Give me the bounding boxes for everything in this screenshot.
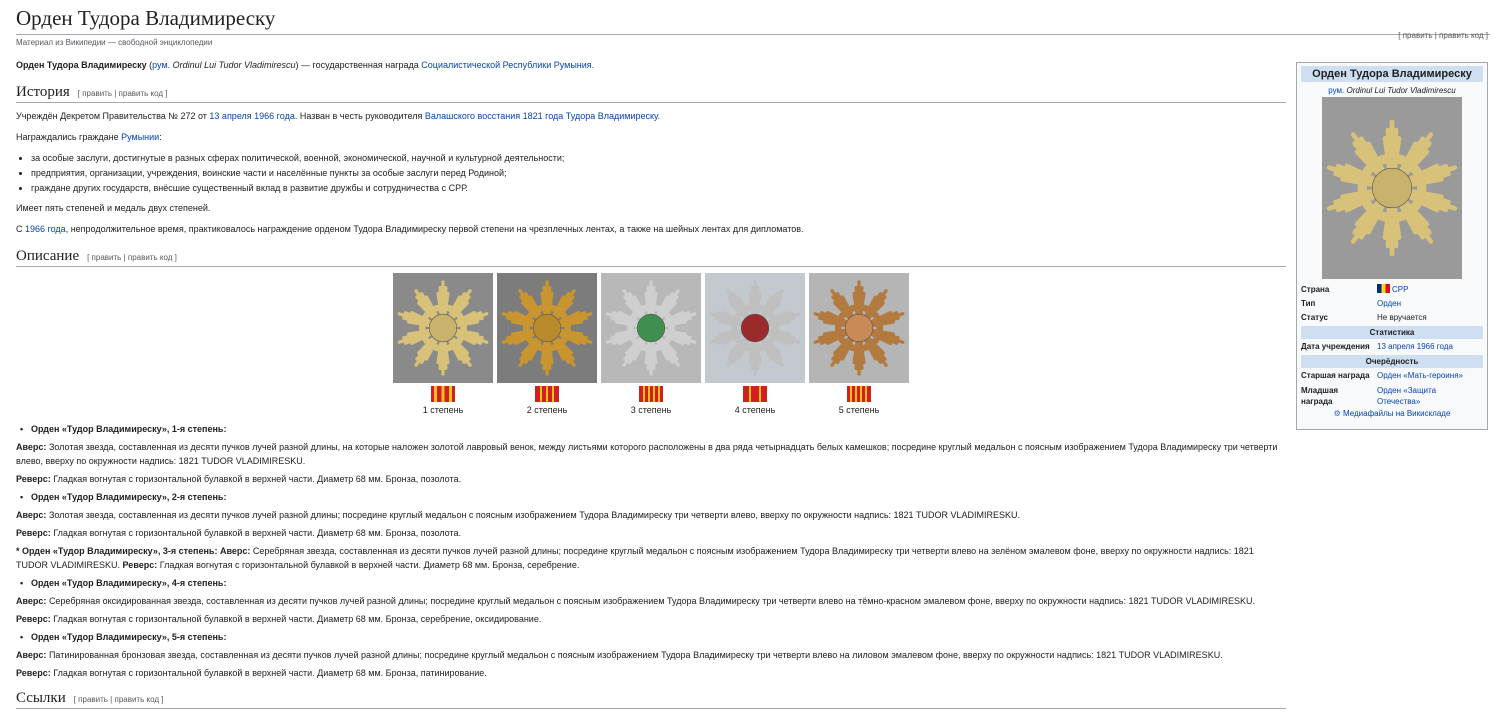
gallery-caption: 4 степень xyxy=(734,405,776,415)
avers-text: Аверс: Патинированная бронзовая звезда, составленная из десяти пучков лучей разной длины; посредине круглый медальон с поясным изображением Тудора Владимиреску три четверти влево на лиловом эмалевом фоне, вверху по окружности надпись: 1821 TUDOR VLADIMIRESKU. xyxy=(16,650,1223,660)
infobox-row-status: Статус Не вручается xyxy=(1301,313,1427,322)
revers-text: Реверс: Гладкая вогнутая с горизонтальной булавкой в верхней части. Диаметр 68 мм. Бронза, позолота. xyxy=(16,474,462,484)
awardees-list xyxy=(16,151,1286,196)
degree-title: • Орден «Тудор Владимиреску», 2-я степень: xyxy=(16,490,1286,504)
date-link[interactable]: 13 апреля 1966 года xyxy=(209,111,295,121)
gallery-item[interactable] xyxy=(601,273,701,416)
list-item: • граждане других государств, внёсшие существенный вклад в развитие дружбы и сотрудничества с СРР. xyxy=(31,181,1286,196)
commons-link[interactable]: Медиафайлы на Викискладе xyxy=(1342,409,1451,418)
infobox-row-senior: Старшая награда Орден «Мать-героиня» xyxy=(1297,369,1487,383)
revers-text: Реверс: Гладкая вогнутая с горизонтальной булавкой в верхней части. Диаметр 68 мм. Бронза, позолота. xyxy=(16,528,462,538)
srr-link[interactable]: Социалистической Республики Румыния. xyxy=(421,60,595,70)
order-star-image[interactable] xyxy=(809,273,909,383)
ribbon-icon xyxy=(743,386,767,402)
links-edit-links[interactable]: [ править | править код ] xyxy=(73,695,164,704)
degree-title: • Орден «Тудор Владимиреску», 1-я степень: xyxy=(16,422,1286,436)
revers-text: Реверс: Гладкая вогнутая с горизонтальной булавкой в верхней части. Диаметр 68 мм. Бронза, патинирование. xyxy=(16,668,487,678)
uprising-link[interactable]: Валашского восстания 1821 года Тудора Владимиреску. xyxy=(424,111,661,121)
infobox-row-junior: Младшая награда Орден «Защита Отечества» xyxy=(1297,385,1487,407)
country-link[interactable]: СРР xyxy=(1392,285,1409,294)
intro-text: — государственная награда xyxy=(301,60,419,70)
intro-paragraph: Орден Тудора Владимиреску (рум. Ordinul Lui Tudor Vladimirescu) — государственная награда Социалистической Республики Румыния. xyxy=(16,60,595,70)
infobox-row-country: Страна СРР xyxy=(1301,285,1409,294)
senior-award-link[interactable]: Орден «Мать-героиня» xyxy=(1377,371,1463,380)
degree-title: • Орден «Тудор Владимиреску», 4-я степень: xyxy=(16,576,1286,590)
gallery-item[interactable] xyxy=(497,273,597,416)
degree-descriptions xyxy=(16,422,1286,680)
top-edit-links[interactable]: [ править | править код ] xyxy=(1398,31,1488,40)
list-item: • за особые заслуги, достигнутые в разных сферах политической, военной, экономической, научной и культурной деятельности; xyxy=(31,151,1286,166)
junior-award-link[interactable]: Орден «Защита Отечества» xyxy=(1377,386,1437,406)
romania-flag-icon xyxy=(1377,284,1390,293)
description-heading: Описание [ править | править код ] xyxy=(16,248,1286,267)
commons-icon: ⚙ xyxy=(1333,409,1341,418)
infobox-order-image[interactable] xyxy=(1322,97,1462,279)
gallery-caption: 2 степень xyxy=(526,405,568,415)
page-title: Орден Тудора Владимиреску xyxy=(16,6,1490,35)
intro-rum-name: Ordinul Lui Tudor Vladimirescu xyxy=(172,60,296,70)
infobox-subtitle: рум. Ordinul Lui Tudor Vladimirescu xyxy=(1328,86,1456,95)
avers-text: Аверс: Золотая звезда, составленная из десяти пучков лучей разной длины; посредине круглый медальон с поясным изображением Тудора Владимиреску три четверти влево, вверху по окружности надпись: 1821 TUDOR VLADIMIRESKU. xyxy=(16,510,1021,520)
orders-gallery xyxy=(16,273,1286,416)
history-p3: Имеет пять степеней и медаль двух степеней. xyxy=(16,203,211,213)
infobox-footer xyxy=(1297,409,1487,418)
history-p1: Учреждён Декретом Правительства № 272 от 13 апреля 1966 года. Назван в честь руководителя Валашского восстания 1821 года Тудора Владимиреску. xyxy=(16,111,661,121)
infobox xyxy=(1296,62,1488,430)
year-link[interactable]: 1966 года xyxy=(25,224,66,234)
list-item: • предприятия, организации, учреждения, воинские части и населённые пункты за особые заслуги перед Родиной; xyxy=(31,166,1286,181)
rum-link[interactable]: рум. xyxy=(152,60,171,70)
order-star-image[interactable] xyxy=(705,273,805,383)
history-heading: История [ править | править код ] xyxy=(16,84,1286,103)
tagline: Материал из Википедии — свободной энциклопедии xyxy=(16,38,213,47)
history-p2: Награждались граждане Румынии: xyxy=(16,132,162,142)
infobox-title: Орден Тудора Владимиреску xyxy=(1301,66,1483,82)
order-star-image[interactable] xyxy=(393,273,493,383)
ribbon-icon xyxy=(431,386,455,402)
order-star-image[interactable] xyxy=(601,273,701,383)
gallery-caption: 5 степень xyxy=(838,405,880,415)
ribbon-icon xyxy=(847,386,871,402)
article-content xyxy=(16,58,1286,715)
description-edit-links[interactable]: [ править | править код ] xyxy=(87,253,177,262)
date-link[interactable]: 13 апреля 1966 года xyxy=(1377,342,1453,351)
gallery-item[interactable] xyxy=(705,273,805,416)
gallery-item[interactable] xyxy=(393,273,493,416)
avers-text: Аверс: Серебряная оксидированная звезда, составленная из десяти пучков лучей разной длины; посредине круглый медальон с поясным изображением Тудора Владимиреску три четверти влево на тёмно-красном эмалевом фоне, вверху по окружности надпись: 1821 TUDOR VLADIMIRESKU. xyxy=(16,596,1255,606)
ribbon-icon xyxy=(639,386,663,402)
third-degree-text: * Орден «Тудор Владимиреску», 3-я степень: Аверс: Серебряная звезда, составленная из десяти пучков лучей разной длины; посредине круглый медальон с поясным изображением Тудора Владимиреску три четверти влево на зелёном эмалевом фоне, вверху по окружности надпись: 1821 TUDOR VLADIMIRESKU. Реверс: Гладкая вогнутая с горизонтальной булавкой в верхней части. Диаметр 68 мм. Бронза, серебрение. xyxy=(16,546,1254,570)
intro-bold-name: Орден Тудора Владимиреску xyxy=(16,60,147,70)
romania-link[interactable]: Румынии xyxy=(121,132,160,142)
gallery-item[interactable] xyxy=(809,273,909,416)
infobox-stats-header: Статистика xyxy=(1301,326,1483,339)
ribbon-icon xyxy=(535,386,559,402)
gallery-caption: 3 степень xyxy=(630,405,672,415)
avers-text: Аверс: Золотая звезда, составленная из десяти пучков лучей разной длины, на которые наложен золотой лавровый венок, между листьями которого расположены в два ряда четырнадцать белых камешков; посредине круглый медальон с поясным изображением Тудора Владимиреску три четверти влево, вверху по окружности надпись: 1821 TUDOR VLADIMIRESKU. xyxy=(16,442,1278,466)
rum-link[interactable]: рум. xyxy=(1328,86,1345,95)
infobox-row-type: Тип Орден xyxy=(1297,297,1487,311)
infobox-row-date: Дата учреждения 13 апреля 1966 года xyxy=(1297,340,1487,354)
infobox-order-header: Очерёдность xyxy=(1301,355,1483,368)
order-star-image[interactable] xyxy=(497,273,597,383)
history-p4: С 1966 года, непродолжительное время, практиковалось награждение орденом Тудора Владимиреску первой степени на чрезплечных лентах, а также на шейных лентах для дипломатов. xyxy=(16,224,804,234)
gallery-caption: 1 степень xyxy=(422,405,464,415)
links-heading: Ссылки [ править | править код ] xyxy=(16,690,1286,709)
revers-text: Реверс: Гладкая вогнутая с горизонтальной булавкой в верхней части. Диаметр 68 мм. Бронза, серебрение, оксидирование. xyxy=(16,614,542,624)
type-link[interactable]: Орден xyxy=(1377,299,1402,308)
degree-title: • Орден «Тудор Владимиреску», 5-я степень: xyxy=(16,630,1286,644)
history-edit-links[interactable]: [ править | править код ] xyxy=(77,89,168,98)
